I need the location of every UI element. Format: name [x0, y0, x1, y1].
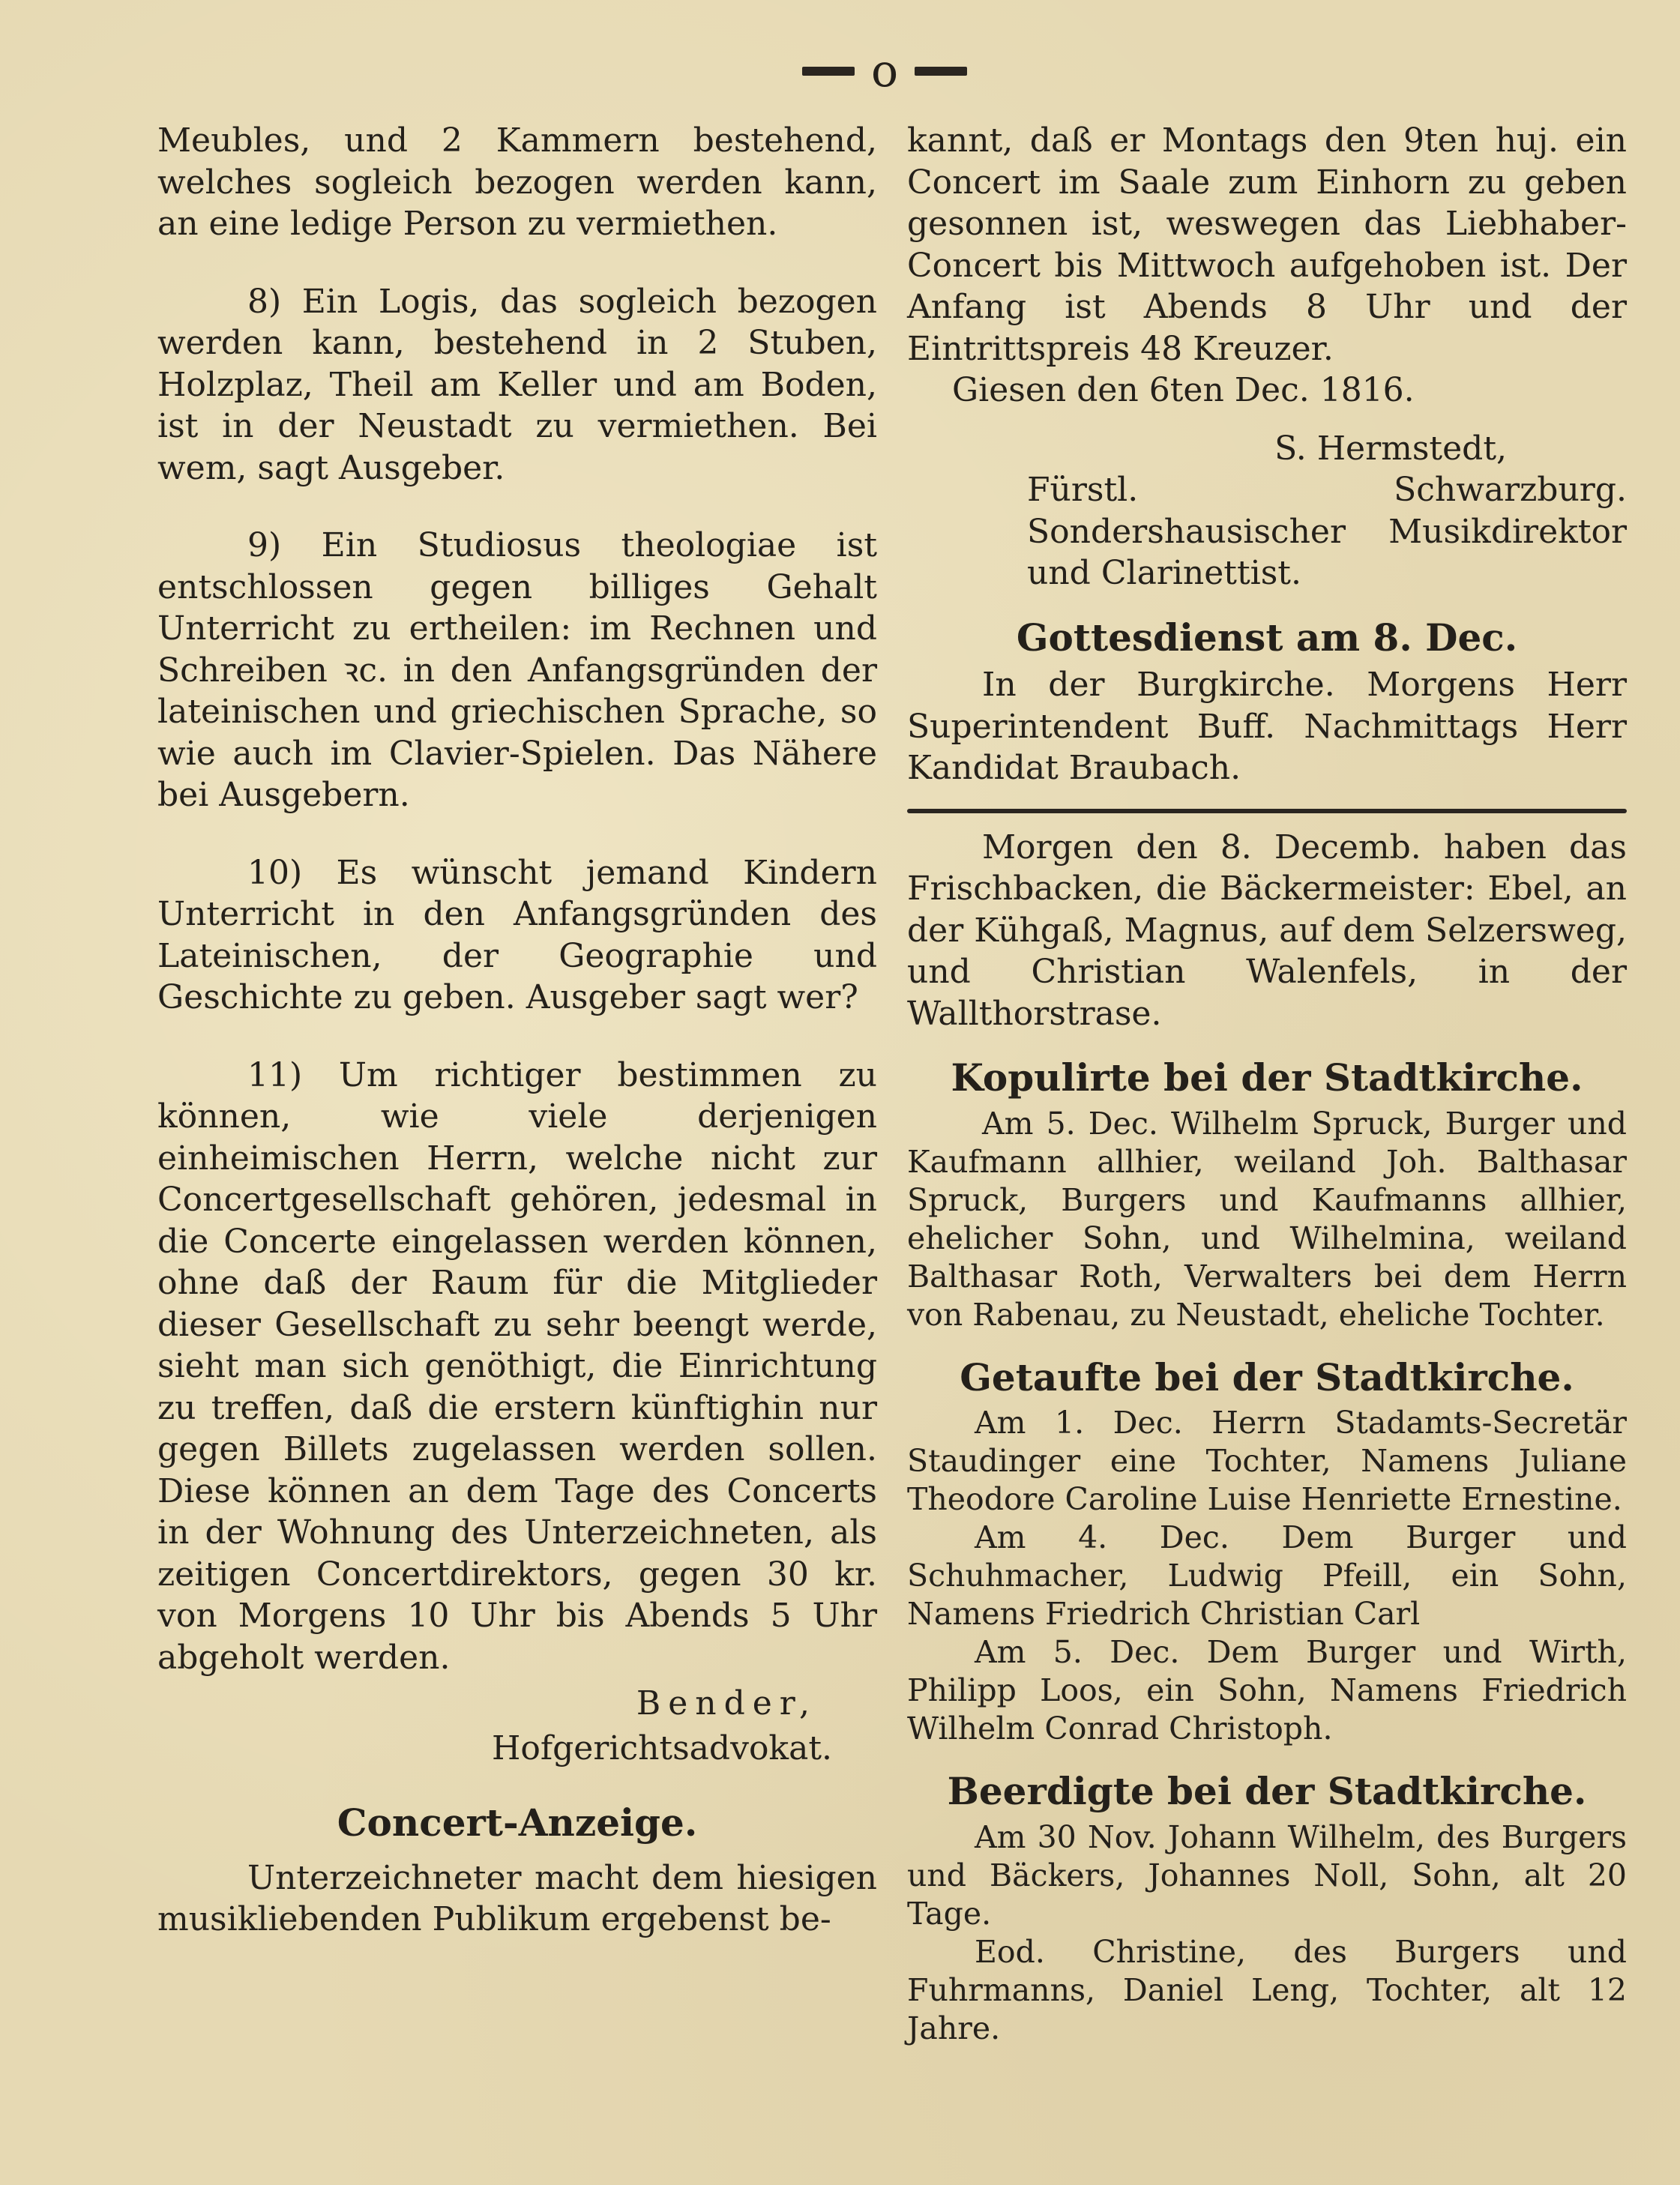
buried-entry-1: Am 30 Nov. Johann Wilhelm, des Burgers und Bäckers, Johannes Noll, Sohn, alt 20 Tage.: [907, 1818, 1627, 1932]
right-column: [907, 120, 1627, 2048]
baptized-entry-1: Am 1. Dec. Herrn Stadamts-Secretär Staudinger eine Tochter, Namens Juliane Theodore Caroline Luise Henriette Ernestine.: [907, 1405, 1627, 1517]
bakers-text: Morgen den 8. Decemb. haben das Frischbacken, die Bäckermeister: Ebel, an der Kühgaß, Magnus, auf dem Selzersweg, und Christian Walenfels, in der Wallthorstrase.: [907, 828, 1627, 1033]
notice-8: 8) Ein Logis, das sogleich bezogen werden kann, bestehend in 2 Stuben, Holzplaz, Theil am Keller und am Boden, ist in der Neustadt zu vermiethen. Bei wem, sagt Ausgeber.: [157, 282, 877, 487]
married-text: Am 5. Dec. Wilhelm Spruck, Burger und Kaufmann allhier, weiland Joh. Balthasar Spruck, Burgers und Kaufmanns allhier, ehelicher Sohn, und Wilhelmina, weiland Balthasar Roth, Verwalters bei dem Herrn von Rabenau, zu Neustadt, eheliche Tochter.: [907, 1105, 1627, 1333]
concert-text-continued: kannt, daß er Montags den 9ten huj. ein Concert im Saale zum Einhorn zu geben gesonnen ist, weswegen das Liebhaber-Concert bis Mittwoch aufgehoben ist. Der Anfang ist Abends 8 Uhr und der Eintrittspreis 48 Kreuzer.: [907, 121, 1627, 368]
left-column: [157, 120, 877, 1941]
service-text: In der Burgkirche. Morgens Herr Superintendent Buff. Nachmittags Herr Kandidat Braubach.: [907, 666, 1627, 787]
service-heading: Gottesdienst am 8. Dec.: [1016, 615, 1518, 660]
notice-9: 9) Ein Studiosus theologiae ist entschlossen gegen billiges Gehalt Unterricht zu ertheilen: im Rechnen und Schreiben ꝛc. in den Anfangsgründen der lateinischen und griechischen Sprache, so wie auch im Clavier-Spielen. Das Nähere bei Ausgebern.: [157, 526, 877, 814]
concert-signature-title: Fürstl. Schwarzburg. Sondershausischer Musikdirektor und Clarinettist.: [1027, 471, 1627, 592]
header-dash-right: [915, 67, 967, 76]
notice-10: 10) Es wünscht jemand Kindern Unterricht in den Anfangsgründen des Lateinischen, der Geographie und Geschichte zu geben. Ausgeber sagt wer?: [157, 853, 877, 1016]
concert-heading: Concert-Anzeige.: [337, 1800, 698, 1845]
buried-entry-2: Eod. Christine, des Burgers und Fuhrmanns, Daniel Leng, Tochter, alt 12 Jahre.: [907, 1933, 1627, 2046]
header-dash-left: [802, 67, 855, 76]
baptized-entry-3: Am 5. Dec. Dem Burger und Wirth, Philipp Loos, ein Sohn, Namens Friedrich Wilhelm Conrad Christoph.: [907, 1634, 1627, 1747]
page-header: [772, 41, 997, 101]
concert-text-start: Unterzeichneter macht dem hiesigen musikliebenden Publikum ergebenst be-: [157, 1858, 877, 1938]
baptized-entry-2: Am 4. Dec. Dem Burger und Schuhmacher, Ludwig Pfeill, ein Sohn, Namens Friedrich Christian Carl: [907, 1519, 1627, 1632]
concert-date-line: Giesen den 6ten Dec. 1816.: [952, 371, 1415, 409]
continuation-text: Meubles, und 2 Kammern bestehend, welches sogleich bezogen werden kann, an eine ledige Person zu vermiethen.: [157, 121, 877, 243]
notice-11-signature-name: Bender,: [636, 1684, 817, 1723]
notice-11-signature-title: Hofgerichtsadvokat.: [491, 1729, 832, 1767]
notice-11: 11) Um richtiger bestimmen zu können, wie viele derjenigen einheimischen Herrn, welche nicht zur Concertgesellschaft gehören, jedesmal in die Concerte eingelassen werden können, ohne daß der Raum für die Mitglieder dieser Gesellschaft zu sehr beengt werde, sieht man sich genöthigt, die Einrichtung zu treffen, daß die erstern künftighin nur gegen Billets zugelassen werden sollen. Diese können an dem Tage des Concerts in der Wohnung des Unterzeichneten, als zeitigen Concertdirektors, gegen 30 kr. von Morgens 10 Uhr bis Abends 5 Uhr abgeholt werden.: [157, 1055, 877, 1677]
buried-heading: Beerdigte bei der Stadtkirche.: [947, 1769, 1587, 1813]
page-number: o: [870, 45, 899, 97]
baptized-heading: Getaufte bei der Stadtkirche.: [960, 1354, 1574, 1399]
concert-signature-name: S. Hermstedt,: [1274, 429, 1507, 468]
section-divider: [907, 809, 1627, 813]
married-heading: Kopulirte bei der Stadtkirche.: [951, 1055, 1583, 1100]
